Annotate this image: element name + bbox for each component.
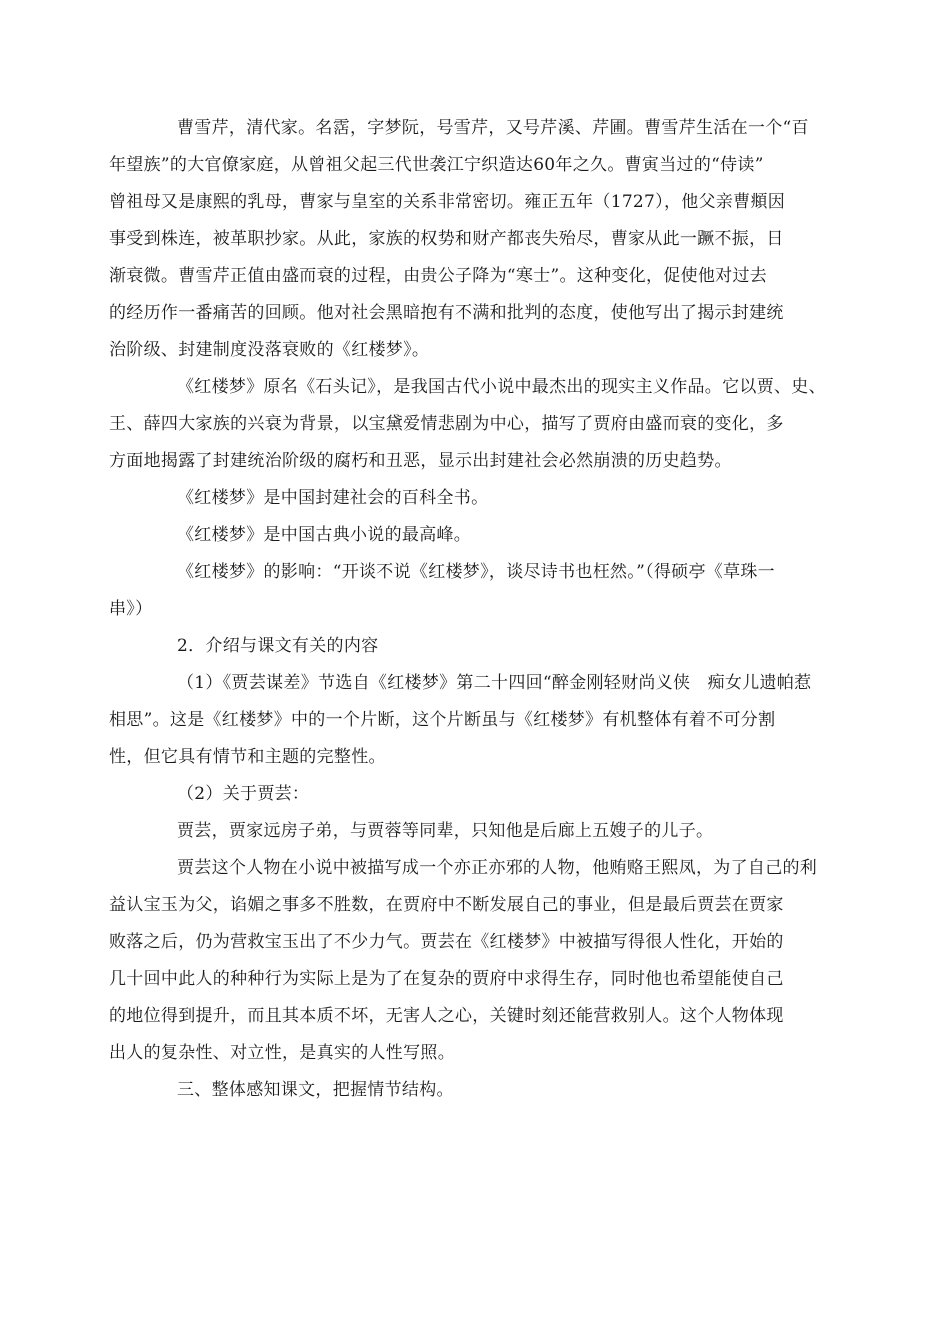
paragraph-highest-peak: 《红楼梦》是中国古典小说的最高峰。 (177, 525, 472, 545)
text-line: 方面地揭露了封建统治阶级的腐朽和丑恶，显示出封建社会必然崩溃的历史趋势。 (109, 451, 732, 471)
text-line: 相思”。这是《红楼梦》中的一个片断，这个片断虽与《红楼梦》有机整体有着不可分割 (109, 710, 776, 730)
text-line: 《红楼梦》原名《石头记》，是我国古代小说中最杰出的现实主义作品。它以贾、史、 (177, 377, 826, 397)
text-line: 事受到株连，被革职抄家。从此，家族的权势和财产都丧失殆尽，曹家从此一蹶不振，日 (109, 229, 784, 249)
paragraph-novel-intro (109, 369, 826, 480)
paragraph-author-bio (109, 110, 821, 369)
subheading-about-jia-yun: （2）关于贾芸： (177, 784, 310, 804)
paragraph-jia-yun-identity: 贾芸，贾家远房子弟，与贾蓉等同辈，只知他是后廊上五嫂子的儿子。 (177, 821, 714, 841)
paragraph-encyclopedia: 《红楼梦》是中国封建社会的百科全书。 (177, 488, 489, 508)
text-line: （1）《贾芸谋差》节选自《红楼梦》第二十四回“醉金刚轻财尚义侠 痴女儿遗帕惹 (177, 673, 812, 693)
text-line: 串》） (109, 599, 153, 619)
text-line: 的地位得到提升，而且其本质不坏，无害人之心，关键时刻还能营救别人。这个人物体现 (109, 1006, 784, 1026)
text-line: 治阶级、封建制度没落衰败的《红楼梦》。 (109, 340, 430, 360)
text-line: 益认宝玉为父，谄媚之事多不胜数，在贾府中不断发展自己的事业，但是最后贾芸在贾家 (109, 895, 784, 915)
paragraph-jia-yun-character (109, 850, 821, 1072)
text-line: 曹雪芹，清代家。名霑，字梦阮，号雪芹，又号芹溪、芹圃。曹雪芹生活在一个“百 (177, 118, 809, 138)
document-body (109, 110, 826, 1109)
text-line: 《红楼梦》的影响：“开谈不说《红楼梦》，谈尽诗书也枉然。”（得硕亭《草珠一 (177, 562, 775, 582)
text-line: 渐衰微。曹雪芹正值由盛而衰的过程，由贵公子降为“寒士”。这种变化，促使他对过去 (109, 266, 768, 286)
text-line: 出人的复杂性、对立性，是真实的人性写照。 (109, 1043, 455, 1063)
section-heading-overall-perception: 三、整体感知课文，把握情节结构。 (177, 1080, 454, 1100)
text-line: 几十回中此人的种种行为实际上是为了在复杂的贾府中求得生存，同时他也希望能使自己 (109, 969, 784, 989)
text-line: 曾祖母又是康熙的乳母，曹家与皇室的关系非常密切。雍正五年（1727），他父亲曹頫因 (109, 192, 786, 212)
paragraph-excerpt-source (109, 665, 821, 776)
text-line: 的经历作一番痛苦的回顾。他对社会黑暗抱有不满和批判的态度，使他写出了揭示封建统 (109, 303, 784, 323)
text-line: 性，但它具有情节和主题的完整性。 (109, 747, 386, 767)
text-line: 贾芸这个人物在小说中被描写成一个亦正亦邪的人物，他贿赂王熙凤，为了自己的利 (177, 858, 818, 878)
paragraph-influence (109, 554, 821, 628)
section-heading-related-content: 2．介绍与课文有关的内容 (177, 636, 379, 656)
text-line: 王、薛四大家族的兴衰为背景，以宝黛爱情悲剧为中心，描写了贾府由盛而衰的变化，多 (109, 414, 784, 434)
text-line: 年望族”的大官僚家庭，从曾祖父起三代世袭江宁织造达60年之久。曹寅当过的“侍读” (109, 155, 764, 175)
text-line: 败落之后，仍为营救宝玉出了不少力气。贾芸在《红楼梦》中被描写得很人性化，开始的 (109, 932, 784, 952)
